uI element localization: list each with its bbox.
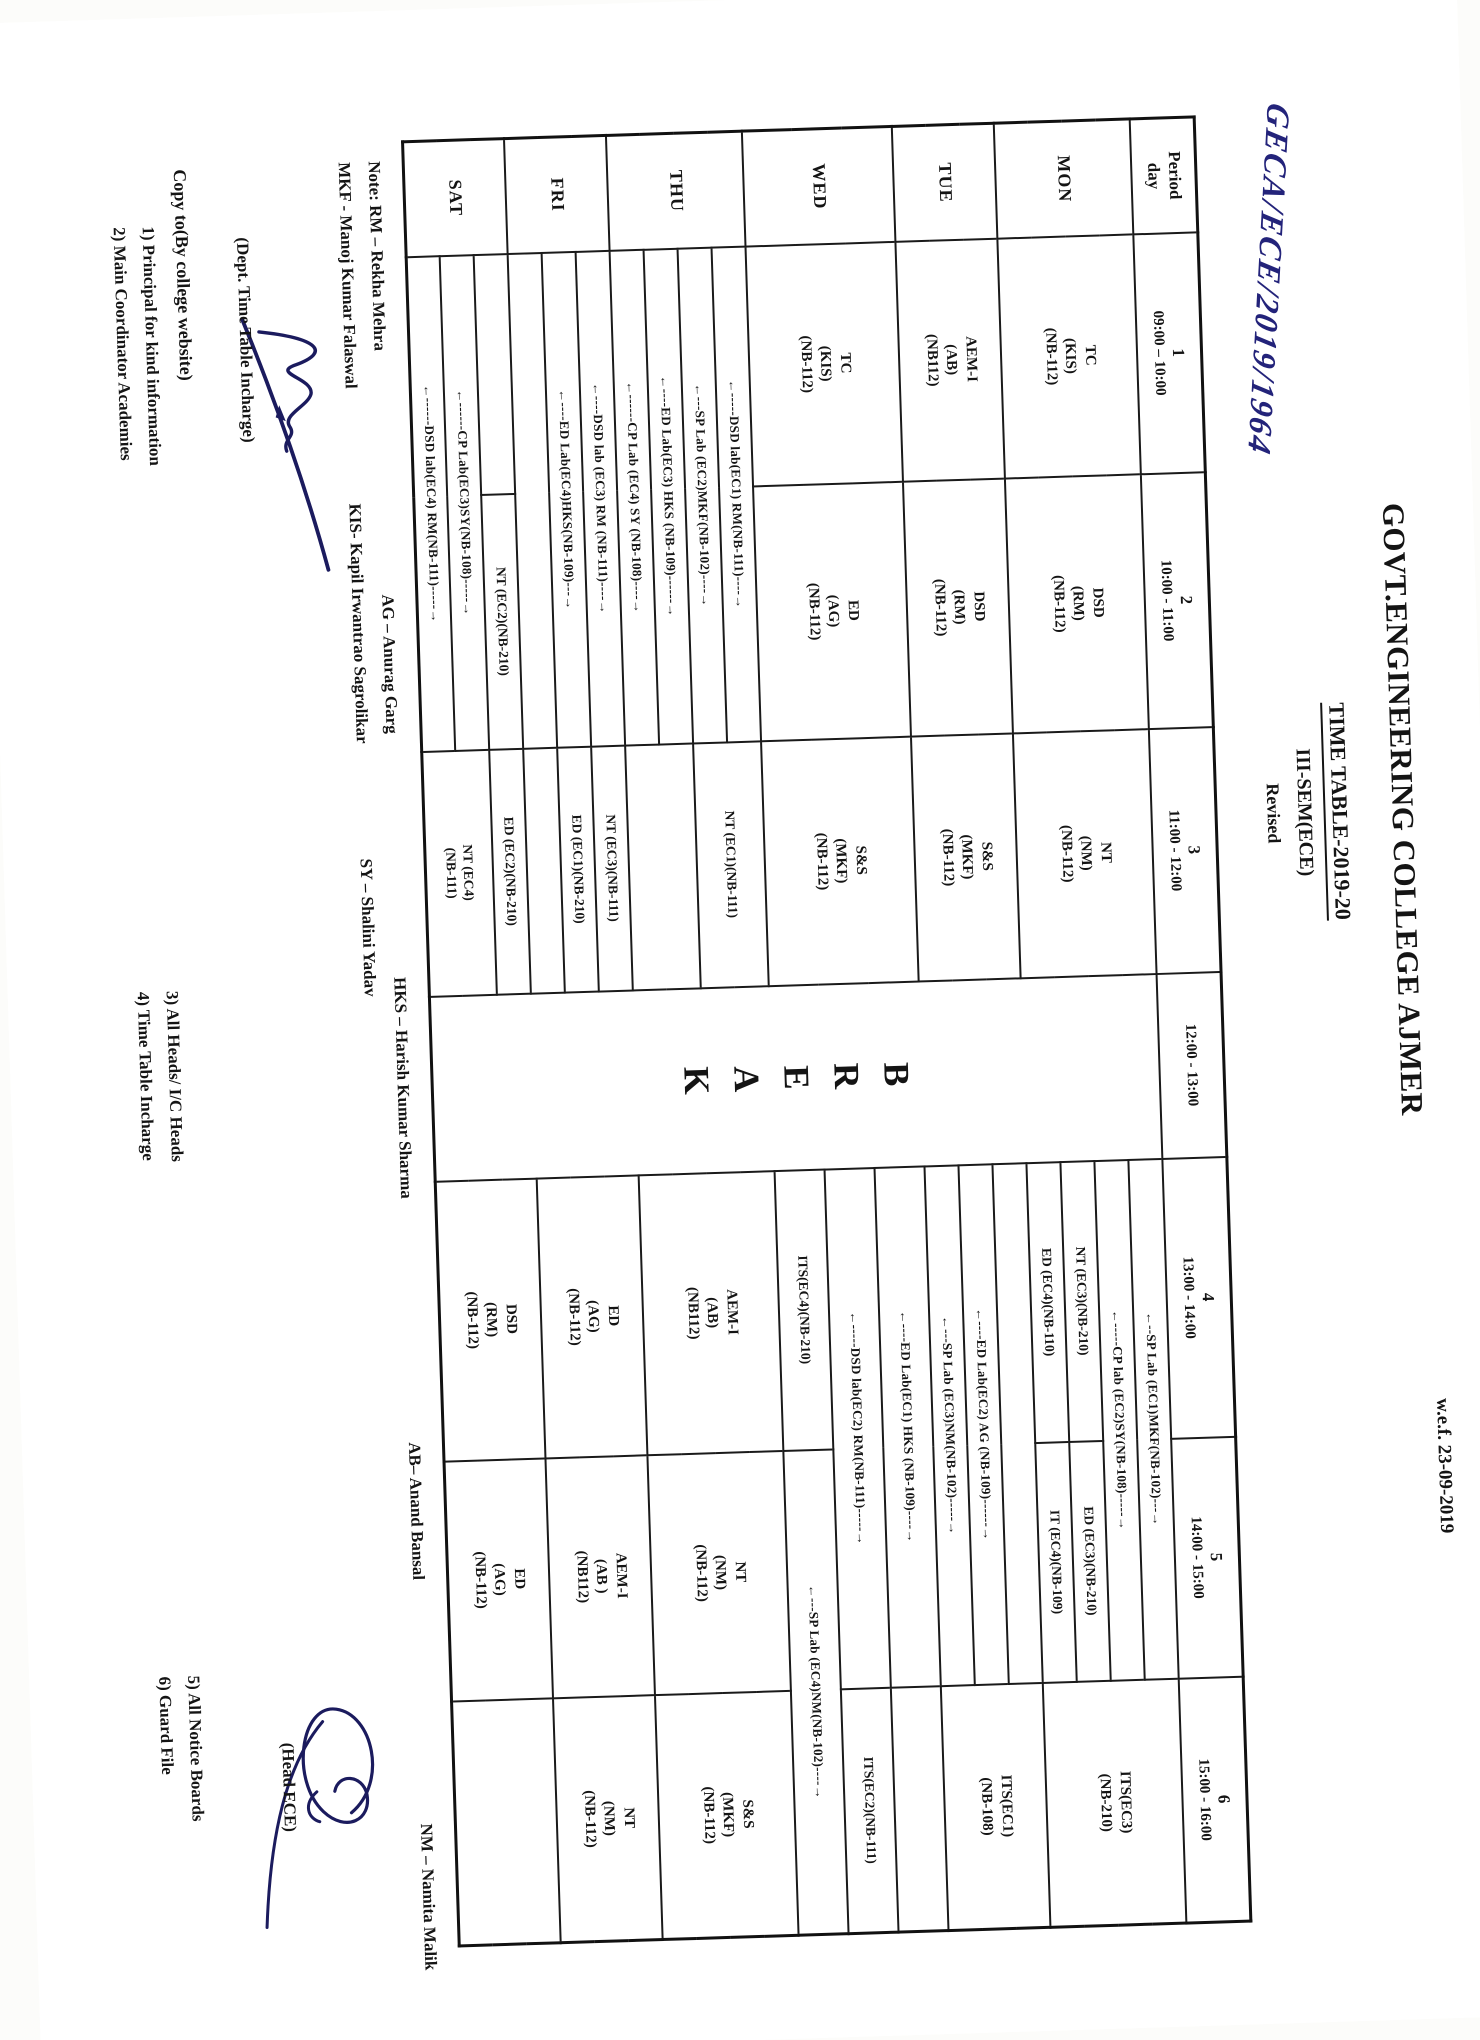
revised-label: Revised bbox=[1262, 782, 1285, 844]
timetable-cell: NT (EC3)(NB-111) bbox=[592, 745, 634, 991]
timetable-cell: DSD (RM) (NB-112) bbox=[1005, 474, 1149, 733]
lab-span-entry: ←------CP Lab (EC4) SY (NB-108)----→ bbox=[610, 249, 660, 745]
head-ece-label: (Head ECE) bbox=[278, 1742, 301, 1833]
timetable-cell: ITS(EC3) (NB-210) bbox=[1043, 1678, 1187, 1927]
lab-span-entry: ←---SP Lab (EC3)NM(NB-102)-----→ bbox=[925, 1165, 975, 1686]
timetable-cell: ED (AG) (NB-112) bbox=[537, 1175, 648, 1458]
timetable-cell: NT (EC3)(NB-210) bbox=[1061, 1161, 1104, 1442]
lab-span-entry: ←------DSD lab(EC4) RM(NB-111)-----→ bbox=[406, 256, 456, 752]
head-ece-signature bbox=[251, 1661, 400, 1965]
day-label-sat: SAT bbox=[403, 139, 509, 257]
timetable-cell: AEM-I (AB ) (NB112) bbox=[546, 1455, 655, 1698]
timetable-cell: NT (EC2)(NB-210) bbox=[482, 493, 524, 749]
note-abbreviation: NM – Namita Malik bbox=[416, 1823, 441, 1971]
timetable-cell: ITS(EC1) (NB-108) bbox=[941, 1682, 1051, 1930]
semester-label: III-SEM(ECE) bbox=[1291, 748, 1318, 877]
copy-to-item: 4) Time Table Incharge bbox=[133, 991, 158, 1162]
period-header-5: 5 14:00 - 15:00 bbox=[1172, 1436, 1244, 1678]
copy-to-item: 5) All Notice Boards bbox=[184, 1675, 208, 1822]
period-header-6: 6 15:00 - 16:00 bbox=[1179, 1676, 1251, 1923]
timetable-cell: ITS(EC2)(NB-111) bbox=[841, 1687, 899, 1933]
copy-to-list bbox=[109, 226, 211, 1927]
note-abbreviation: KIS- Kapil Irwantrao Sagrolikar bbox=[345, 503, 372, 744]
timetable-cell: NT (EC4) (NB-111) bbox=[422, 749, 498, 996]
lab-span-entry: ←-----CP lab (EC2)SY(NB-108)-----→ bbox=[1095, 1159, 1145, 1680]
timetable-title: TIME TABLE-2019-20 bbox=[1320, 702, 1356, 920]
wef-date: w.e.f. 23-09-2019 bbox=[1432, 1397, 1458, 1534]
timetable-cell: NT (NM) (NB-112) bbox=[1013, 729, 1157, 978]
lab-span-entry: ←--SP Lab (EC1)MKF(NB-102)---→ bbox=[1129, 1158, 1179, 1679]
copy-to-item: 2) Main Coordinator Academies bbox=[109, 226, 136, 461]
lab-span-entry: ←----ED Lab(EC2) AG (NB-109)------→ bbox=[959, 1164, 1009, 1685]
timetable-cell: ED (EC1)(NB-210) bbox=[558, 746, 600, 992]
timetable-cell: TC (KIS) (NB-112) bbox=[998, 234, 1141, 478]
period-header-3: 3 11:00 - 12:00 bbox=[1149, 727, 1221, 974]
lab-span-entry: ←-----DSD lab(EC2) RM(NB-111)-----→ bbox=[825, 1167, 891, 1688]
lab-span-entry: ←------CP Lab(EC3)SY(NB-108)-----→ bbox=[440, 255, 490, 751]
timetable-grid bbox=[401, 115, 1252, 1947]
lab-span-entry: ←---SP Lab (EC4)NM(NB-102)----→ bbox=[784, 1449, 849, 1935]
copy-to-item: 3) All Heads/ I/C Heads bbox=[162, 990, 187, 1163]
timetable-cell: ED (EC3)(NB-210) bbox=[1070, 1440, 1112, 1681]
dept-incharge-label: (Dept. Time Table Incharge) bbox=[232, 237, 259, 443]
note-abbreviation: AB– Anand Bansal bbox=[404, 1441, 429, 1581]
timetable-cell: ED (AG) (NB-112) bbox=[754, 481, 912, 741]
copy-to-heading: Copy to(By college website) bbox=[169, 169, 197, 381]
note-abbreviation: Note: RM – Rekha Mehra bbox=[364, 160, 390, 352]
lab-span-entry: ←---SP Lab (EC2)MKF(NB-102)----→ bbox=[678, 247, 728, 743]
lab-span-entry: ←----ED Lab(EC1) HKS (NB-109)----→ bbox=[875, 1166, 941, 1687]
day-label-tue: TUE bbox=[892, 123, 998, 241]
timetable-cell: IT (EC4)(NB-109) bbox=[1036, 1441, 1078, 1682]
note-abbreviation: HKS – Harish Kumar Sharma bbox=[390, 976, 417, 1199]
timetable-cell: ED (EC4)(NB-110) bbox=[1027, 1162, 1070, 1443]
timetable-cell: ED (AG) (NB-112) bbox=[444, 1458, 553, 1701]
timetable-cell: S&S (MKF) (NB-112) bbox=[911, 733, 1021, 981]
lab-span-entry: ←----DSD lab (EC3) RM (NB-111)----→ bbox=[576, 250, 626, 746]
day-label-mon: MON bbox=[994, 119, 1134, 238]
timetable-cell: DSD (RM) (NB-112) bbox=[435, 1178, 546, 1461]
handwritten-ref-number: GECA/ECE/2019/1964 bbox=[1240, 99, 1296, 459]
timetable-cell: AEM-I (AB) (NB112) bbox=[639, 1171, 784, 1455]
day-label-fri: FRI bbox=[504, 135, 610, 253]
period-header-4: 4 13:00 - 14:00 bbox=[1163, 1156, 1236, 1438]
break-cell: B R E A K bbox=[429, 974, 1162, 1182]
period-header-break: 12:00 - 13:00 bbox=[1157, 972, 1227, 1159]
lab-span-entry: ←----ED Lab(EC4)HKS(NB-109)---→ bbox=[542, 251, 592, 747]
timetable-cell bbox=[891, 1686, 949, 1932]
timetable-cell: ITS(EC4)(NB-210) bbox=[775, 1169, 834, 1450]
timetable-cell: TC (KIS) (NB-112) bbox=[746, 241, 903, 486]
period-header-1: 1 09:00 – 10:00 bbox=[1134, 232, 1206, 474]
timetable-cell: NT (EC1)(NB-111) bbox=[694, 741, 770, 988]
timetable-cell: S&S (MKF) (NB-112) bbox=[762, 736, 920, 986]
copy-to-item: 6) Guard File bbox=[155, 1676, 178, 1776]
timetable-cell: AEM-I (AB) (NB112) bbox=[896, 238, 1005, 481]
timetable-cell: ED (EC2)(NB-210) bbox=[490, 748, 532, 994]
note-abbreviation: MKF - Manoj Kumar Falaswal bbox=[334, 161, 361, 389]
corner-cell: Period day bbox=[1130, 117, 1198, 234]
timetable-cell: S&S (MKF) (NB-112) bbox=[655, 1690, 799, 1939]
timetable-cell: NT (NM) (NB-112) bbox=[553, 1695, 663, 1943]
lab-span-entry: ←-----DSD lab(EC1) RM(NB-111)----→ bbox=[712, 246, 762, 742]
timetable-cell: NT (NM) (NB-112) bbox=[648, 1450, 791, 1694]
timetable-cell bbox=[452, 1698, 562, 1946]
lab-span-entry: ←----ED Lab(EC3) HKS (NB-109)------→ bbox=[644, 248, 694, 744]
title-block bbox=[1242, 159, 1441, 1463]
note-abbreviation: AG – Anurag Garg bbox=[378, 594, 402, 734]
period-header-2: 2 10:00 - 11:00 bbox=[1141, 472, 1213, 729]
day-label-wed: WED bbox=[742, 126, 896, 246]
day-label-thu: THU bbox=[606, 131, 746, 250]
timetable-cell: DSD (RM) (NB-112) bbox=[903, 478, 1013, 736]
note-abbreviation: SY – Shalini Yadav bbox=[356, 858, 380, 997]
copy-to-item: 1) Principal for kind information bbox=[138, 226, 166, 467]
timetable-cell bbox=[626, 743, 702, 990]
college-title: GOVT.ENGINEERING COLLEGE AJMER bbox=[1375, 502, 1431, 1117]
